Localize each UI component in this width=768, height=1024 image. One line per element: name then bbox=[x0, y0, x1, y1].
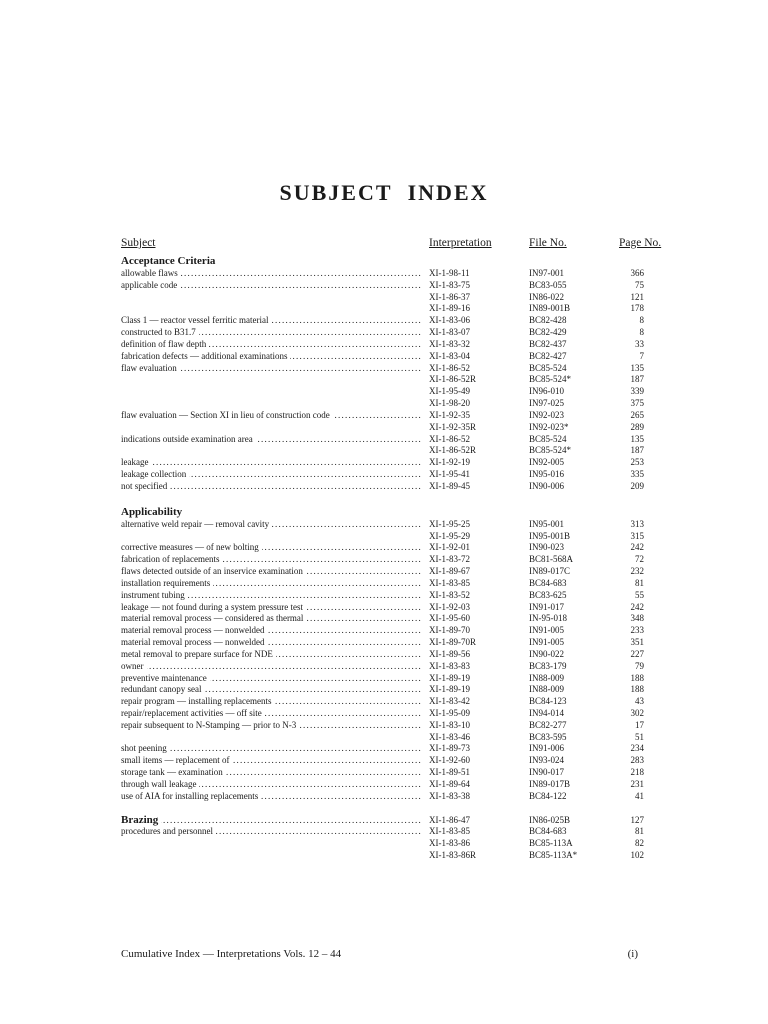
index-row bbox=[121, 755, 646, 767]
row-file-no: IN88-009 bbox=[529, 684, 564, 695]
row-page-no: 81 bbox=[635, 577, 644, 588]
row-page-no: 315 bbox=[630, 530, 644, 541]
row-interpretation: XI-1-89-19 bbox=[429, 672, 470, 683]
page-title: SUBJECT INDEX bbox=[279, 180, 489, 205]
row-interpretation: XI-1-86-47 bbox=[429, 814, 470, 825]
row-page-no: 188 bbox=[630, 672, 644, 683]
subject-text: applicable code bbox=[121, 280, 180, 290]
subject-text: corrective measures — of new bolting bbox=[121, 542, 262, 552]
row-interpretation: XI-1-83-83 bbox=[429, 660, 470, 671]
row-page-no: 242 bbox=[630, 542, 644, 553]
index-row bbox=[121, 303, 646, 315]
subject-text: leakage bbox=[121, 457, 151, 467]
subject-text: leakage collection bbox=[121, 469, 189, 479]
row-page-no: 41 bbox=[635, 790, 644, 801]
subject-text: flaws detected outside of an inservice examination bbox=[121, 566, 306, 576]
index-row bbox=[121, 363, 646, 375]
row-interpretation: XI-1-95-41 bbox=[429, 469, 470, 480]
section-title: Acceptance Criteria bbox=[121, 255, 216, 267]
row-interpretation: XI-1-83-72 bbox=[429, 554, 470, 565]
index-row bbox=[121, 566, 646, 578]
index-row bbox=[121, 434, 646, 446]
row-subject bbox=[121, 625, 421, 637]
row-page-no: 8 bbox=[639, 327, 644, 338]
subject-text: metal removal to prepare surface for NDE bbox=[121, 649, 276, 659]
index-row bbox=[121, 374, 646, 386]
index-row bbox=[121, 422, 646, 434]
subject-text: Class 1 — reactor vessel ferritic material bbox=[121, 315, 271, 325]
index-row bbox=[121, 339, 646, 351]
row-interpretation: XI-1-83-06 bbox=[429, 315, 470, 326]
row-subject bbox=[121, 363, 421, 375]
row-interpretation: XI-1-89-56 bbox=[429, 648, 470, 659]
row-subject bbox=[121, 613, 421, 625]
index-row bbox=[121, 649, 646, 661]
row-subject bbox=[121, 826, 421, 838]
subject-text: allowable flaws bbox=[121, 268, 181, 278]
index-row bbox=[121, 410, 646, 422]
row-page-no: 187 bbox=[630, 445, 644, 456]
subject-text: procedures and personnel bbox=[121, 826, 216, 836]
section-title: Applicability bbox=[121, 505, 183, 518]
row-file-no: BC85-524 bbox=[529, 362, 567, 373]
row-file-no: IN90-006 bbox=[529, 480, 564, 491]
subject-text: redundant canopy seal bbox=[121, 684, 204, 694]
row-interpretation: XI-1-89-19 bbox=[429, 684, 470, 695]
row-page-no: 187 bbox=[630, 374, 644, 385]
subject-text: fabrication of replacements bbox=[121, 554, 222, 564]
row-file-no: IN90-022 bbox=[529, 648, 564, 659]
row-page-no: 135 bbox=[630, 362, 644, 373]
index-row bbox=[121, 531, 646, 543]
row-subject bbox=[121, 542, 421, 554]
index-row bbox=[121, 457, 646, 469]
row-interpretation: XI-1-98-11 bbox=[429, 268, 470, 278]
row-file-no: BC82-437 bbox=[529, 338, 567, 349]
subject-text: shot peening bbox=[121, 743, 170, 753]
index-row bbox=[121, 850, 646, 862]
index-row bbox=[121, 838, 646, 850]
row-interpretation: XI-1-89-45 bbox=[429, 480, 470, 491]
row-interpretation: XI-1-92-03 bbox=[429, 601, 470, 612]
row-file-no: BC84-683 bbox=[529, 826, 567, 837]
row-subject bbox=[121, 602, 421, 614]
row-file-no: BC85-113A bbox=[529, 838, 573, 849]
row-page-no: 121 bbox=[630, 291, 644, 302]
row-file-no: IN95-016 bbox=[529, 469, 564, 480]
row-interpretation: XI-1-86-52R bbox=[429, 374, 476, 385]
row-interpretation: XI-1-86-37 bbox=[429, 291, 470, 302]
index-row bbox=[121, 791, 646, 803]
row-subject bbox=[121, 434, 421, 446]
index-row bbox=[121, 779, 646, 791]
row-file-no: BC83-625 bbox=[529, 589, 567, 600]
row-file-no: IN97-025 bbox=[529, 398, 564, 409]
row-subject bbox=[121, 767, 421, 779]
row-subject bbox=[121, 339, 421, 351]
row-file-no: IN88-009 bbox=[529, 672, 564, 683]
index-row bbox=[121, 398, 646, 410]
index-row bbox=[121, 720, 646, 732]
row-interpretation: XI-1-83-32 bbox=[429, 338, 470, 349]
subject-text: constructed to B31.7 bbox=[121, 327, 199, 337]
row-file-no: BC85-113A* bbox=[529, 850, 578, 861]
row-page-no: 313 bbox=[630, 518, 644, 529]
index-row bbox=[121, 613, 646, 625]
row-interpretation: XI-1-92-19 bbox=[429, 457, 470, 468]
index-row bbox=[121, 767, 646, 779]
row-subject bbox=[121, 779, 421, 791]
row-file-no: BC81-568A bbox=[529, 554, 574, 565]
subject-text: indications outside examination area bbox=[121, 434, 256, 444]
row-file-no: BC82-429 bbox=[529, 327, 567, 338]
row-interpretation: XI-1-86-52 bbox=[429, 433, 470, 444]
row-subject bbox=[121, 743, 421, 755]
row-subject bbox=[121, 554, 421, 566]
page-number: (i) bbox=[627, 948, 638, 960]
row-subject bbox=[121, 661, 421, 673]
row-interpretation: XI-1-92-35 bbox=[429, 409, 470, 420]
row-page-no: 178 bbox=[630, 303, 644, 314]
row-interpretation: XI-1-83-75 bbox=[429, 279, 470, 290]
row-interpretation: XI-1-86-52 bbox=[429, 362, 470, 373]
row-file-no: IN92-005 bbox=[529, 457, 564, 468]
row-subject bbox=[121, 566, 421, 578]
row-subject bbox=[121, 268, 421, 280]
index-row bbox=[121, 542, 646, 554]
row-file-no: IN96-010 bbox=[529, 386, 564, 397]
row-subject bbox=[121, 578, 421, 590]
row-page-no: 72 bbox=[635, 554, 644, 565]
subject-text: through wall leakage bbox=[121, 779, 199, 789]
row-subject bbox=[121, 457, 421, 469]
row-subject bbox=[121, 315, 421, 327]
subject-text: flaw evaluation bbox=[121, 363, 180, 373]
row-subject bbox=[121, 720, 421, 732]
row-subject bbox=[121, 815, 421, 827]
subject-text: material removal process — considered as thermal bbox=[121, 613, 306, 623]
index-row bbox=[121, 732, 646, 744]
index-row bbox=[121, 696, 646, 708]
index-row bbox=[121, 743, 646, 755]
row-subject bbox=[121, 410, 421, 422]
index-row bbox=[121, 815, 646, 827]
row-interpretation: XI-1-95-29 bbox=[429, 530, 470, 541]
row-page-no: 188 bbox=[630, 684, 644, 695]
row-subject bbox=[121, 351, 421, 363]
row-page-no: 339 bbox=[630, 386, 644, 397]
subject-text: not specified bbox=[121, 481, 170, 491]
page-footer bbox=[121, 948, 646, 960]
row-interpretation: XI-1-83-04 bbox=[429, 350, 470, 361]
index-row bbox=[121, 445, 646, 457]
row-subject bbox=[121, 590, 421, 602]
row-page-no: 242 bbox=[630, 601, 644, 612]
row-page-no: 289 bbox=[630, 421, 644, 432]
row-page-no: 253 bbox=[630, 457, 644, 468]
row-page-no: 302 bbox=[630, 707, 644, 718]
row-interpretation: XI-1-89-16 bbox=[429, 303, 470, 314]
index-row bbox=[121, 469, 646, 481]
footer-title: Cumulative Index — Interpretations Vols. 12 – 44 bbox=[121, 948, 342, 960]
row-subject bbox=[121, 684, 421, 696]
index-row bbox=[121, 578, 646, 590]
subject-text: fabrication defects — additional examinations bbox=[121, 351, 290, 361]
row-page-no: 102 bbox=[630, 850, 644, 861]
row-file-no: IN95-001B bbox=[529, 530, 570, 541]
row-file-no: BC82-427 bbox=[529, 350, 567, 361]
subject-text: preventive maintenance bbox=[121, 673, 210, 683]
row-subject bbox=[121, 696, 421, 708]
row-file-no: IN91-005 bbox=[529, 625, 564, 636]
index-row bbox=[121, 519, 646, 531]
row-subject bbox=[121, 791, 421, 803]
row-interpretation: XI-1-83-46 bbox=[429, 731, 470, 742]
subject-text: Brazing bbox=[121, 815, 161, 826]
row-file-no: IN95-001 bbox=[529, 518, 564, 529]
row-file-no: IN86-022 bbox=[529, 291, 564, 302]
row-file-no: IN91-005 bbox=[529, 637, 564, 648]
row-file-no: BC85-524* bbox=[529, 445, 572, 456]
section-gap bbox=[121, 493, 646, 505]
row-page-no: 43 bbox=[635, 696, 644, 707]
row-page-no: 33 bbox=[635, 338, 644, 349]
index-row bbox=[121, 280, 646, 292]
row-file-no: IN92-023 bbox=[529, 409, 564, 420]
column-subject: Subject bbox=[121, 237, 156, 249]
row-interpretation: XI-1-89-70R bbox=[429, 637, 476, 648]
row-file-no: IN89-017B bbox=[529, 778, 570, 789]
row-page-no: 82 bbox=[635, 838, 644, 849]
index-row bbox=[121, 386, 646, 398]
row-interpretation: XI-1-92-01 bbox=[429, 542, 470, 553]
subject-text: repair program — installing replacements bbox=[121, 696, 274, 706]
row-interpretation: XI-1-83-07 bbox=[429, 327, 470, 338]
subject-text: flaw evaluation — Section XI in lieu of construction code bbox=[121, 410, 333, 420]
subject-text: material removal process — nonwelded bbox=[121, 637, 267, 647]
row-interpretation: XI-1-86-52R bbox=[429, 445, 476, 456]
row-page-no: 335 bbox=[630, 469, 644, 480]
index-row bbox=[121, 315, 646, 327]
row-page-no: 79 bbox=[635, 660, 644, 671]
row-interpretation: XI-1-89-51 bbox=[429, 767, 470, 778]
row-interpretation: XI-1-83-42 bbox=[429, 696, 470, 707]
row-file-no: BC84-123 bbox=[529, 696, 567, 707]
index-row bbox=[121, 684, 646, 696]
row-interpretation: XI-1-83-85 bbox=[429, 826, 470, 837]
row-interpretation: XI-1-92-35R bbox=[429, 421, 476, 432]
subject-text: alternative weld repair — removal cavity bbox=[121, 519, 272, 529]
row-file-no: BC83-595 bbox=[529, 731, 567, 742]
column-file-no: File No. bbox=[529, 237, 567, 249]
row-file-no: IN90-017 bbox=[529, 767, 564, 778]
row-interpretation: XI-1-83-52 bbox=[429, 589, 470, 600]
row-file-no: BC85-524* bbox=[529, 374, 572, 385]
row-file-no: BC82-428 bbox=[529, 315, 567, 326]
row-file-no: BC85-524 bbox=[529, 433, 567, 444]
index-row bbox=[121, 673, 646, 685]
row-file-no: BC83-055 bbox=[529, 279, 567, 290]
index-row bbox=[121, 826, 646, 838]
subject-text: definition of flaw depth bbox=[121, 339, 209, 349]
row-file-no: BC84-683 bbox=[529, 577, 567, 588]
row-page-no: 55 bbox=[635, 589, 644, 600]
row-page-no: 127 bbox=[630, 814, 644, 825]
row-page-no: 231 bbox=[630, 778, 644, 789]
row-interpretation: XI-1-92-60 bbox=[429, 755, 470, 766]
row-page-no: 7 bbox=[639, 350, 644, 361]
index-row bbox=[121, 602, 646, 614]
subject-text: instrument tubing bbox=[121, 590, 188, 600]
section-gap bbox=[121, 803, 646, 815]
row-file-no: IN97-001 bbox=[529, 268, 564, 278]
row-subject bbox=[121, 481, 421, 493]
subject-text: small items — replacement of bbox=[121, 755, 232, 765]
subject-text: material removal process — nonwelded bbox=[121, 625, 267, 635]
row-interpretation: XI-1-98-20 bbox=[429, 398, 470, 409]
row-subject bbox=[121, 280, 421, 292]
row-interpretation: XI-1-89-73 bbox=[429, 743, 470, 754]
index-row bbox=[121, 327, 646, 339]
row-page-no: 17 bbox=[635, 719, 644, 730]
subject-text: installation requirements bbox=[121, 578, 213, 588]
index-row bbox=[121, 351, 646, 363]
row-interpretation: XI-1-89-70 bbox=[429, 625, 470, 636]
row-subject bbox=[121, 649, 421, 661]
row-page-no: 283 bbox=[630, 755, 644, 766]
row-file-no: IN89-017C bbox=[529, 566, 570, 577]
row-page-no: 265 bbox=[630, 409, 644, 420]
row-page-no: 218 bbox=[630, 767, 644, 778]
row-file-no: IN90-023 bbox=[529, 542, 564, 553]
row-file-no: BC84-122 bbox=[529, 790, 567, 801]
row-page-no: 351 bbox=[630, 637, 644, 648]
row-interpretation: XI-1-95-60 bbox=[429, 613, 470, 624]
row-subject bbox=[121, 469, 421, 481]
row-interpretation: XI-1-95-25 bbox=[429, 518, 470, 529]
index-row bbox=[121, 292, 646, 304]
row-interpretation: XI-1-89-64 bbox=[429, 778, 470, 789]
index-row bbox=[121, 554, 646, 566]
index-row bbox=[121, 481, 646, 493]
row-subject bbox=[121, 327, 421, 339]
row-page-no: 233 bbox=[630, 625, 644, 636]
index-row bbox=[121, 661, 646, 673]
row-interpretation: XI-1-83-86 bbox=[429, 838, 470, 849]
column-page-no: Page No. bbox=[619, 237, 662, 249]
row-page-no: 8 bbox=[639, 315, 644, 326]
row-interpretation: XI-1-83-85 bbox=[429, 577, 470, 588]
row-interpretation: XI-1-83-38 bbox=[429, 790, 470, 801]
row-subject bbox=[121, 519, 421, 531]
row-file-no: IN91-006 bbox=[529, 743, 564, 754]
row-file-no: IN86-025B bbox=[529, 814, 570, 825]
index-row bbox=[121, 637, 646, 649]
subject-text: storage tank — examination bbox=[121, 767, 226, 777]
row-page-no: 209 bbox=[630, 480, 644, 491]
index-row bbox=[121, 268, 646, 280]
index-row bbox=[121, 590, 646, 602]
row-page-no: 348 bbox=[630, 613, 644, 624]
index-sections bbox=[121, 254, 646, 862]
row-file-no: IN93-024 bbox=[529, 755, 564, 766]
index-row bbox=[121, 625, 646, 637]
row-subject bbox=[121, 755, 421, 767]
row-page-no: 75 bbox=[635, 279, 644, 290]
row-interpretation: XI-1-95-49 bbox=[429, 386, 470, 397]
subject-text: repair/replacement activities — off site bbox=[121, 708, 265, 718]
subject-text: repair subsequent to N-Stamping — prior to N-3 bbox=[121, 720, 299, 730]
column-header bbox=[121, 237, 662, 253]
row-subject bbox=[121, 673, 421, 685]
row-page-no: 51 bbox=[635, 731, 644, 742]
row-file-no: IN94-014 bbox=[529, 707, 564, 718]
row-file-no: IN92-023* bbox=[529, 421, 569, 432]
subject-text: owner bbox=[121, 661, 147, 671]
index-row bbox=[121, 708, 646, 720]
column-interpretation: Interpretation bbox=[429, 237, 492, 249]
row-page-no: 366 bbox=[630, 268, 644, 278]
row-interpretation: XI-1-95-09 bbox=[429, 707, 470, 718]
row-interpretation: XI-1-83-86R bbox=[429, 850, 476, 861]
row-file-no: BC82-277 bbox=[529, 719, 567, 730]
row-page-no: 135 bbox=[630, 433, 644, 444]
row-page-no: 234 bbox=[630, 743, 644, 754]
row-page-no: 375 bbox=[630, 398, 644, 409]
row-page-no: 81 bbox=[635, 826, 644, 837]
row-file-no: IN-95-018 bbox=[529, 613, 567, 624]
row-page-no: 227 bbox=[630, 648, 644, 659]
row-subject bbox=[121, 637, 421, 649]
row-subject bbox=[121, 708, 421, 720]
row-file-no: IN89-001B bbox=[529, 303, 570, 314]
row-page-no: 232 bbox=[630, 566, 644, 577]
row-file-no: IN91-017 bbox=[529, 601, 564, 612]
subject-text: use of AIA for installing replacements bbox=[121, 791, 261, 801]
subject-text: leakage — not found during a system pressure test bbox=[121, 602, 306, 612]
row-file-no: BC83-179 bbox=[529, 660, 567, 671]
row-interpretation: XI-1-89-67 bbox=[429, 566, 470, 577]
row-interpretation: XI-1-83-10 bbox=[429, 719, 470, 730]
